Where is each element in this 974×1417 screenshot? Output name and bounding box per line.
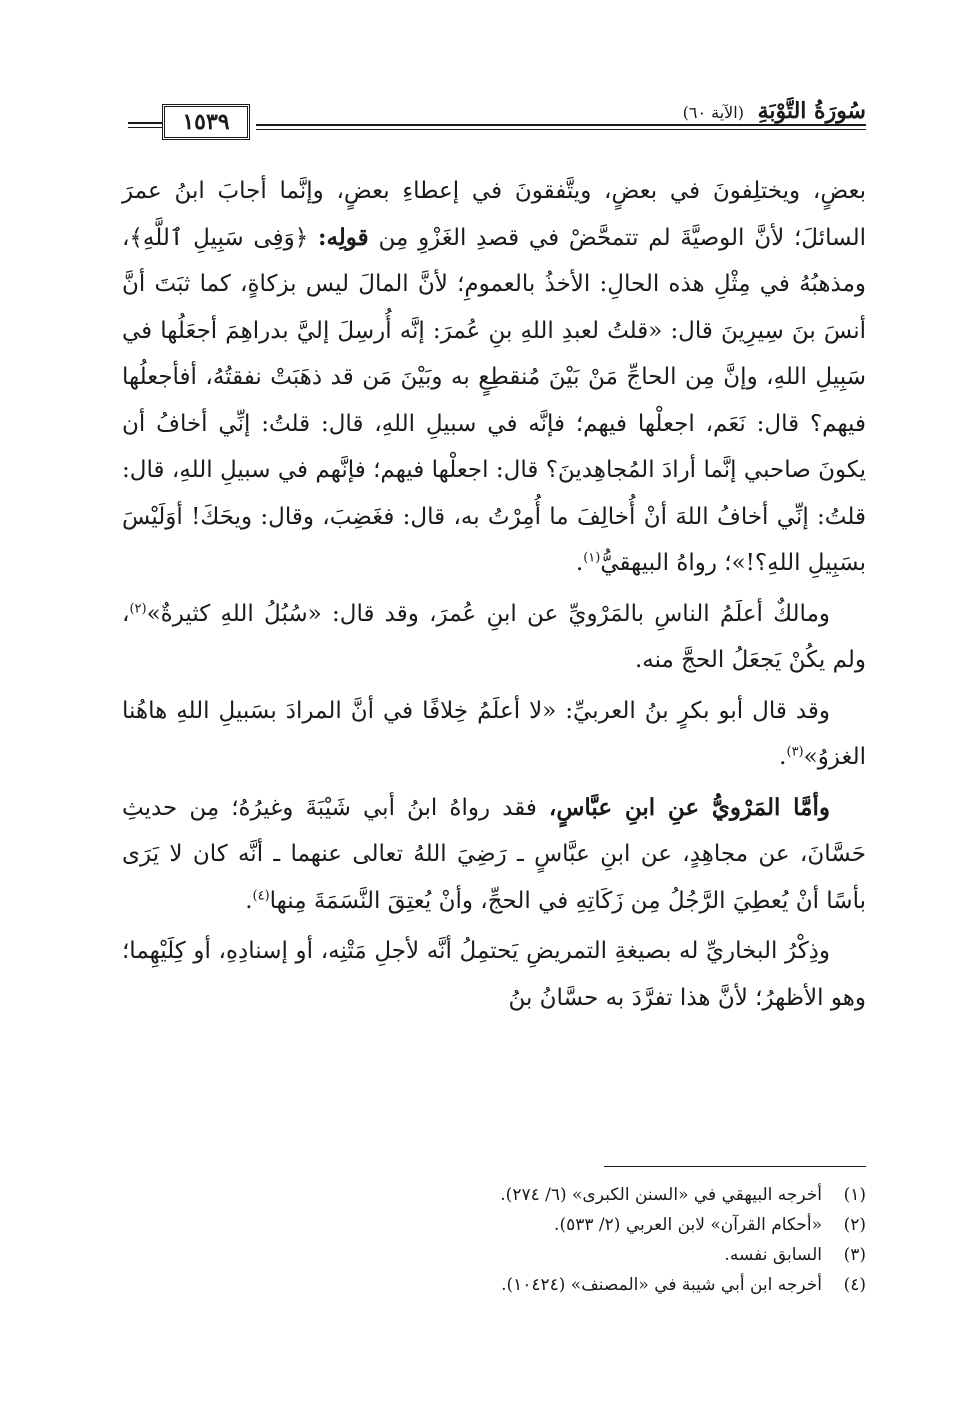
footnote-marker-2: (٢) [129, 600, 147, 616]
header-left-rule [128, 122, 162, 124]
footnote-number: (٤) [843, 1275, 866, 1295]
paragraph-3 [122, 688, 866, 781]
footnote [226, 1210, 866, 1240]
header-rule [256, 124, 866, 126]
paragraph-1-cont: ﴿وَفِى سَبِيلِ ٱللَّهِ﴾، ومذهبُهُ في مِثْلِ هذه الحالِ: الأخذُ بالعمومِ؛ لأنَّ المالَ ليس بزكاةٍ، كما ثبَتَ أنَّ أنسَ بنَ سِيرِينَ قال: «قلتُ لعبدِ اللهِ بنِ عُمرَ: إنَّه أُرسِلَ إليَّ بدراهِمَ أجعَلُها في سَبِيلِ اللهِ، وإنَّ مِن الحاجِّ مَنْ بَيْنَ مُنقطِعٍ به وبَيْنَ مَن قد ذهَبَتْ نفقتُهُ، أفأجعلُها فيهم؟ قال: نَعَم، اجعلْها فيهم؛ فإنَّه في سبيلِ اللهِ، قال: قلتُ: إنِّي أخافُ أن يكونَ صاحبي إنَّما أرادَ المُجاهِدينَ؟ قال: اجعلْها فيهم؛ فإنَّهم في سبيلِ اللهِ، قال: قلتُ: إنِّي أخافُ اللهَ أنْ أُخالِفَ ما أُمِرْتُ به، قال: فغَضِبَ، وقال: ويحَكَ! أوَلَيْسَ بسَبِيلِ اللهِ؟!»؛ رواهُ البيهقيُّ [122, 224, 867, 576]
footnote-number: (١) [843, 1185, 866, 1205]
paragraph-2-text: ومالكٌ أعلَمُ الناسِ بالمَرْويِّ عن ابنِ عُمرَ، وقد قال: «سُبُلُ اللهِ كثيرةٌ» [146, 600, 830, 627]
footnote-text: أخرجه ابن أبي شيبة في «المصنف» (١٠٤٢٤). [501, 1275, 822, 1295]
surah-title: سُورَةُ التَّوْبَةِ [757, 98, 866, 124]
paragraph-3-end: . [779, 744, 787, 770]
paragraph-5-text: وذِكْرُ البخاريِّ له بصيغةِ التمريضِ يَحتمِلُ أنَّه لأجلِ مَتْنِه، أو إسنادِهِ، أو كِلَيْهِما؛ وهو الأظهرُ؛ لأنَّ هذا تفرَّدَ به حسَّانُ بنُ [122, 938, 866, 1011]
page-number: ١٥٣٩ [162, 104, 250, 140]
footnote [226, 1180, 866, 1210]
footnote-text: «أحكام القرآن» لابن العربي (٢/ ٥٣٣). [554, 1215, 822, 1235]
paragraph-2 [122, 591, 866, 684]
paragraph-1-end: . [575, 550, 584, 576]
paragraph-4 [122, 785, 866, 925]
paragraph-3-text: وقد قال أبو بكرٍ بنُ العربيِّ: «لا أعلَمُ خِلافًا في أنَّ المرادَ بسَبيلِ اللهِ هاهُنا الغزوُ» [122, 697, 866, 770]
paragraph-2-end: ، ولم يكُنْ يَجعَلُ الحجَّ منه. [122, 600, 866, 673]
footnote [226, 1240, 866, 1270]
paragraph-5 [122, 928, 866, 1021]
paragraph-1 [122, 168, 866, 587]
footnote-marker-4: (٤) [252, 887, 270, 903]
paragraph-4-end: . [245, 887, 253, 914]
footnote-text: أخرجه البيهقي في «السنن الكبرى» (٦/ ٢٧٤). [500, 1185, 822, 1205]
footnotes [226, 1180, 866, 1300]
footnote-number: (٣) [843, 1245, 866, 1265]
footnote-number: (٢) [843, 1215, 866, 1235]
footnote-marker-3: (٣) [786, 744, 804, 760]
footnote-marker-1: (١) [583, 550, 601, 566]
paragraph-1-bold: قولِه: [317, 223, 369, 251]
footnote-text: السابق نفسه. [724, 1245, 822, 1265]
verse-reference: (الآية ٦٠) [682, 103, 744, 122]
paragraph-4-heading: وأمَّا المَرْويُّ عنِ ابنِ عبَّاسٍ، [548, 793, 830, 821]
header-rule-thin [256, 129, 866, 130]
paragraph-4-text: فقد رواهُ ابنُ أبي شَيْبَةَ وغيرُهُ؛ مِن حديثِ حَسَّانَ، عن مجاهِدٍ، عن ابنِ عبَّاسٍ ـ رَضِيَ اللهُ تعالى عنهما ـ أنَّه كان لا يَرَى بأسًا أنْ يُعطِيَ الرَّجُلُ مِن زَكَاتِهِ في الحجِّ، وأنْ يُعتِقَ النَّسَمَةَ مِنها [122, 794, 866, 914]
footnote [226, 1270, 866, 1300]
paragraph-1-text: بعضٍ، ويختلِفونَ في بعضٍ، ويتَّفقونَ في إعطاءِ بعضٍ، وإنَّما أجابَ ابنُ عمرَ السائلَ؛ لأنَّ الوصيَّةَ لم تتمحَّضْ في قصدِ الغَزْوِ مِن [122, 178, 867, 251]
footnote-separator [604, 1166, 866, 1167]
running-title [683, 98, 866, 124]
header-left-rule-thin [128, 127, 162, 128]
page-header [128, 92, 866, 142]
main-text [122, 168, 866, 1025]
